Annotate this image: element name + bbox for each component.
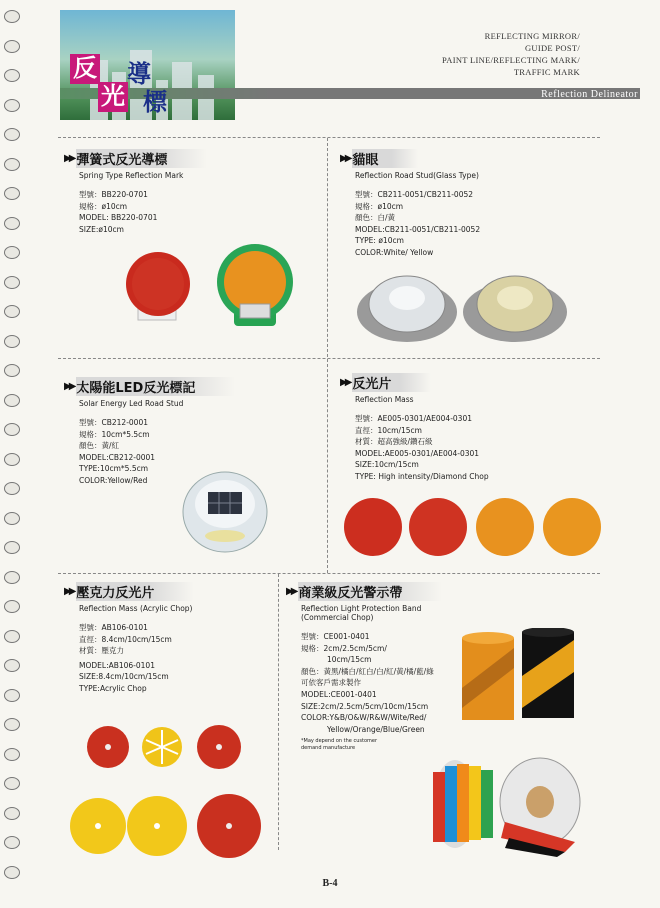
binder-hole: [4, 630, 20, 643]
product-title-zh: 太陽能LED反光標記: [76, 377, 235, 396]
divider: [327, 138, 328, 573]
binder-hole: [4, 246, 20, 259]
title-char: 光: [98, 82, 128, 112]
product-specs: 型號：CE001-0401 規格：2cm/2.5cm/5cm/ 10cm/15cm 顏色：黃黑/橘白/紅白/白/紅/黃/橘/藍/綠 可依客戶需求製作 MODEL:CE001-0401 SIZE:2cm/2.5cm/5cm/10cm/15cm COLOR:Y&B/O&W/R&W/Wite/Red/ Yellow/Orange/Blue/Green *May depend on the customer demand manufacture: [301, 631, 456, 752]
binder-hole: [4, 423, 20, 436]
customer-note: *May depend on the customer demand manufacture: [301, 738, 378, 752]
binder-hole: [4, 394, 20, 407]
category-list: REFLECTING MIRROR/ GUIDE POST/ PAINT LINE/REFLECTING MARK/ TRAFFIC MARK: [442, 31, 580, 77]
binder-hole: [4, 836, 20, 849]
binder-hole: [4, 305, 20, 318]
warning-tape-rolls-photo: [460, 628, 580, 724]
product-title-zh: 壓克力反光片: [76, 582, 194, 601]
section-title-en: Reflection Delineator: [541, 89, 638, 100]
product-title-zh: 彈簧式反光導標: [76, 149, 207, 168]
product-spring-reflection-mark: [64, 150, 319, 235]
colored-tape-rolls-photo: [425, 752, 585, 857]
binder-hole: [4, 748, 20, 761]
page-number: B-4: [322, 878, 338, 889]
binder-hole: [4, 10, 20, 23]
product-title-en: Reflection Mass: [355, 395, 414, 404]
product-title-en: Spring Type Reflection Mark: [79, 171, 184, 180]
spring-reflector-photo: [120, 244, 310, 340]
binder-holes: [4, 10, 26, 900]
product-title-en: Solar Energy Led Road Stud: [79, 399, 184, 408]
divider: [58, 137, 600, 138]
reflection-mass-photo: [341, 496, 606, 560]
arrow-icon: ▶▶: [340, 153, 350, 164]
divider: [58, 358, 600, 359]
title-char: 反: [70, 54, 100, 84]
product-title-zh: 貓眼: [352, 149, 418, 168]
product-specs: 型號：AB106-0101 直徑：8.4cm/10cm/15cm 材質：壓克力 MODEL:AB106-0101 SIZE:8.4cm/10cm/15cm TYPE:Acrylic Chop: [79, 623, 172, 693]
acrylic-reflector-photo: [64, 722, 274, 862]
arrow-icon: ▶▶: [340, 377, 350, 388]
binder-hole: [4, 659, 20, 672]
product-reflection-mass: [340, 374, 600, 483]
binder-hole: [4, 571, 20, 584]
binder-hole: [4, 128, 20, 141]
binder-hole: [4, 40, 20, 53]
arrow-icon: ▶▶: [286, 586, 296, 597]
binder-hole: [4, 69, 20, 82]
product-title-en: Reflection Road Stud(Glass Type): [355, 171, 479, 180]
title-char: 標: [143, 88, 167, 116]
product-specs: 型號：AE005-0301/AE004-0301 直徑：10cm/15cm 材質：超高強級/鑽石級 MODEL:AE005-0301/AE004-0301 SIZE:10cm/15cm TYPE: High intensity/Diamond Chop: [355, 414, 489, 481]
product-title-zh: 商業級反光警示帶: [298, 582, 442, 601]
product-title-en: Reflection Mass (Acrylic Chop): [79, 604, 193, 613]
product-acrylic-reflector: [64, 583, 274, 695]
binder-hole: [4, 777, 20, 790]
product-specs: 型號：CB212-0001 規格：10cm*5.5cm 顏色：黃/紅 MODEL:CB212-0001 TYPE:10cm*5.5cm COLOR:Yellow/Red: [79, 418, 156, 485]
binder-hole: [4, 866, 20, 879]
binder-hole: [4, 364, 20, 377]
binder-hole: [4, 217, 20, 230]
product-specs: 型號：BB220-0701 規格：ø10cm MODEL: BB220-0701 SIZE:ø10cm: [79, 190, 158, 234]
binder-hole: [4, 718, 20, 731]
solar-stud-photo: [180, 468, 270, 556]
binder-hole: [4, 807, 20, 820]
binder-hole: [4, 158, 20, 171]
binder-hole: [4, 187, 20, 200]
binder-hole: [4, 689, 20, 702]
binder-hole: [4, 276, 20, 289]
arrow-icon: ▶▶: [64, 586, 74, 597]
cat-eye-photo: [355, 268, 575, 348]
product-title-en: Reflection Light Protection Band (Commercial Chop): [301, 604, 422, 622]
product-title-zh: 反光片: [352, 373, 431, 392]
product-specs: 型號：CB211-0051/CB211-0052 規格：ø10cm 顏色：白/黃 MODEL:CB211-0051/CB211-0052 TYPE: ø10cm COLOR:White/ Yellow: [355, 190, 481, 257]
product-cat-eye: [340, 150, 600, 259]
binder-hole: [4, 453, 20, 466]
binder-hole: [4, 600, 20, 613]
binder-hole: [4, 99, 20, 112]
binder-hole: [4, 482, 20, 495]
arrow-icon: ▶▶: [64, 153, 74, 164]
product-reflective-band: [286, 583, 456, 752]
divider: [278, 574, 279, 850]
title-char: 導: [127, 60, 151, 88]
binder-hole: [4, 512, 20, 525]
binder-hole: [4, 335, 20, 348]
divider: [58, 573, 600, 574]
binder-hole: [4, 541, 20, 554]
arrow-icon: ▶▶: [64, 381, 74, 392]
